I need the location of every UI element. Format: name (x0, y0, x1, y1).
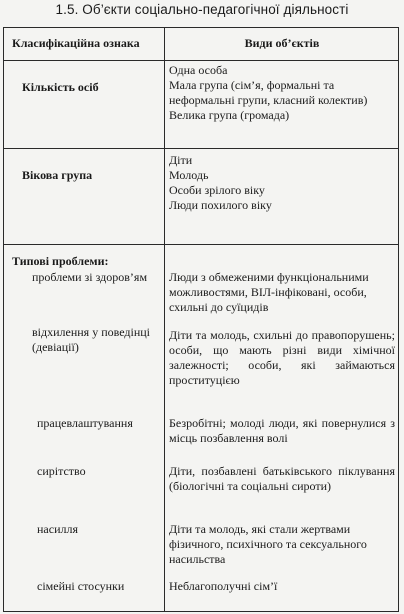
problem-label-health: проблеми зі здоров’ям (32, 270, 148, 284)
row-label-quantity: Кількість осіб (22, 80, 99, 94)
row-label-age: Вікова група (22, 168, 93, 182)
problem-label-orphanhood: сирітство (37, 464, 86, 478)
problem-value-family: Неблагополучні сім’ї (169, 579, 278, 593)
page-title: 1.5. Об’єкти соціально-педагогічної діяльності (55, 2, 349, 17)
row-divider (4, 244, 398, 245)
objects-table (3, 27, 399, 612)
list-item: Діти (169, 153, 193, 167)
problem-value-violence: Діти та молодь, які стали жертвами фізичного, психічного та сексуального насильства (169, 522, 367, 566)
list-item: Молодь (169, 168, 209, 182)
header-classification: Класифікаційна ознака (12, 36, 140, 50)
problem-label-employment: працевлаштування (37, 416, 133, 430)
problem-label-family: сімейні стосунки (37, 579, 125, 593)
problem-label-deviation: відхилення у поведінці (девіації) (32, 325, 151, 354)
problem-value-orphanhood: Діти, позбавлені батьківського піклування (біологічні та соціальні сироти) (169, 464, 395, 493)
problem-value-health: Люди з обмеженими функціональними можливостями, ВІЛ-інфіковані, особи, схильні до суїцидів (169, 270, 369, 314)
list-item: Люди похилого віку (169, 198, 272, 212)
problem-value-employment: Безробітні; молоді люди, які повернулися з місць позбавлення волі (169, 416, 395, 445)
row-items-quantity (169, 63, 395, 123)
list-item: Велика група (громада) (169, 108, 290, 122)
list-item: Мала група (сім’я, формальні та неформальні групи, класний колектив) (169, 78, 368, 107)
problem-label-violence: насилля (37, 522, 78, 536)
problem-value-deviation: Діти та молодь, схильні до правопорушень; особи, що мають різні види хімічної залежності; особи, які займаються проституцією (169, 328, 395, 387)
list-item: Одна особа (169, 63, 228, 77)
header-types: Види об’єктів (244, 36, 320, 50)
row-items-age (169, 153, 395, 213)
problems-heading: Типові проблеми: (12, 254, 109, 268)
header-divider (4, 60, 398, 61)
column-divider (164, 28, 165, 611)
row-divider (4, 148, 398, 149)
list-item: Особи зрілого віку (169, 183, 265, 197)
